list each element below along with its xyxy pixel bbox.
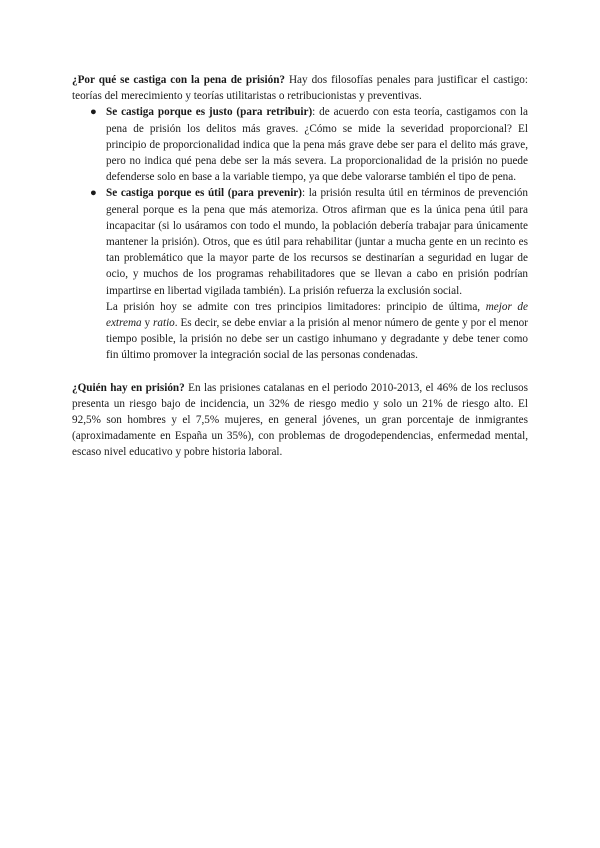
bullet-icon: ● — [90, 187, 97, 200]
bullet-heading-prevention: Se castiga porque es útil (para prevenir) — [106, 187, 302, 200]
bullet-icon: ● — [90, 106, 97, 119]
who-in-prison-text: En las prisiones catalanas en el periodo 2010-2013, el 46% de los reclusos presenta un riesgo bajo de incidencia, un 32% de riesgo medio y solo un 21% de riesgo alto. El 92,5% son hombres y el 7,5% mujeres, en general jóvenes, un gran porcentaje de inmigrantes (aproximadamente en España un 35%), con problemas de drogodependencias, enfermedad mental, escaso nivel educativo y pobre historia laboral. — [72, 381, 528, 459]
bullet-heading-retribution: Se castiga porque es justo (para retribuir) — [106, 106, 313, 119]
followup-text-3: . Es decir, se debe enviar a la prisión al menor número de gente y por el menor tiempo posible, la prisión no debe ser un castigo inhumano y degradante y debe tener como fin último promover la integración social de las personas condenadas. — [106, 317, 528, 362]
section-why-punish-intro — [72, 72, 528, 104]
followup-italic-1: mejor de extrema — [106, 300, 528, 330]
document-page — [72, 72, 528, 461]
followup-italic-2: ratio — [153, 317, 175, 330]
list-item-prevention — [72, 185, 528, 298]
bullet-text-prevention: : la prisión resulta útil en términos de prevención general porque es la pena que más atemoriza. Otros afirman que es la única pena útil para incapacitar (si lo usáramos con todo el mundo, la población debería trabajar para únicamente mantener la prisión). Otros, que es útil para rehabilitar (juntar a mucha gente en un recinto es tan problemático que la mayor parte de los recursos se destinarían a seguridad en lugar de ocio, y muchos de los programas rehabilitadores que se llevan a cabo en prisión podrían impartirse en libertad vigilada también). La prisión refuerza la exclusión social. — [106, 187, 528, 297]
limiting-principles-paragraph — [72, 299, 528, 364]
followup-text-2: y — [141, 317, 154, 330]
question-who-in-prison: ¿Quién hay en prisión? — [72, 381, 185, 394]
paragraph-spacer — [72, 364, 528, 380]
list-item-retribution — [72, 104, 528, 185]
question-why-punish: ¿Por qué se castiga con la pena de prisión? — [72, 74, 286, 86]
bullet-text-retribution: : de acuerdo con esta teoría, castigamos con la pena de prisión los delitos más graves. ¿Cómo se mide la severidad proporcional? El principio de proporcionalidad indica que la pena más grave debe ser para el delito más grave, pero no indica qué pena debe ser la más severa. La proporcionalidad de la prisión no puede defenderse solo en base a la variable tiempo, ya que debe valorarse también el tipo de pena. — [106, 106, 528, 184]
philosophy-list — [72, 104, 528, 298]
intro-text: Hay dos filosofías penales para justificar el castigo: teorías del merecimiento y teorías utilitaristas o retribucionistas y preventivas. — [72, 74, 528, 103]
section-who-in-prison — [72, 380, 528, 461]
followup-text-1: La prisión hoy se admite con tres principios limitadores: principio de última, — [106, 300, 486, 313]
